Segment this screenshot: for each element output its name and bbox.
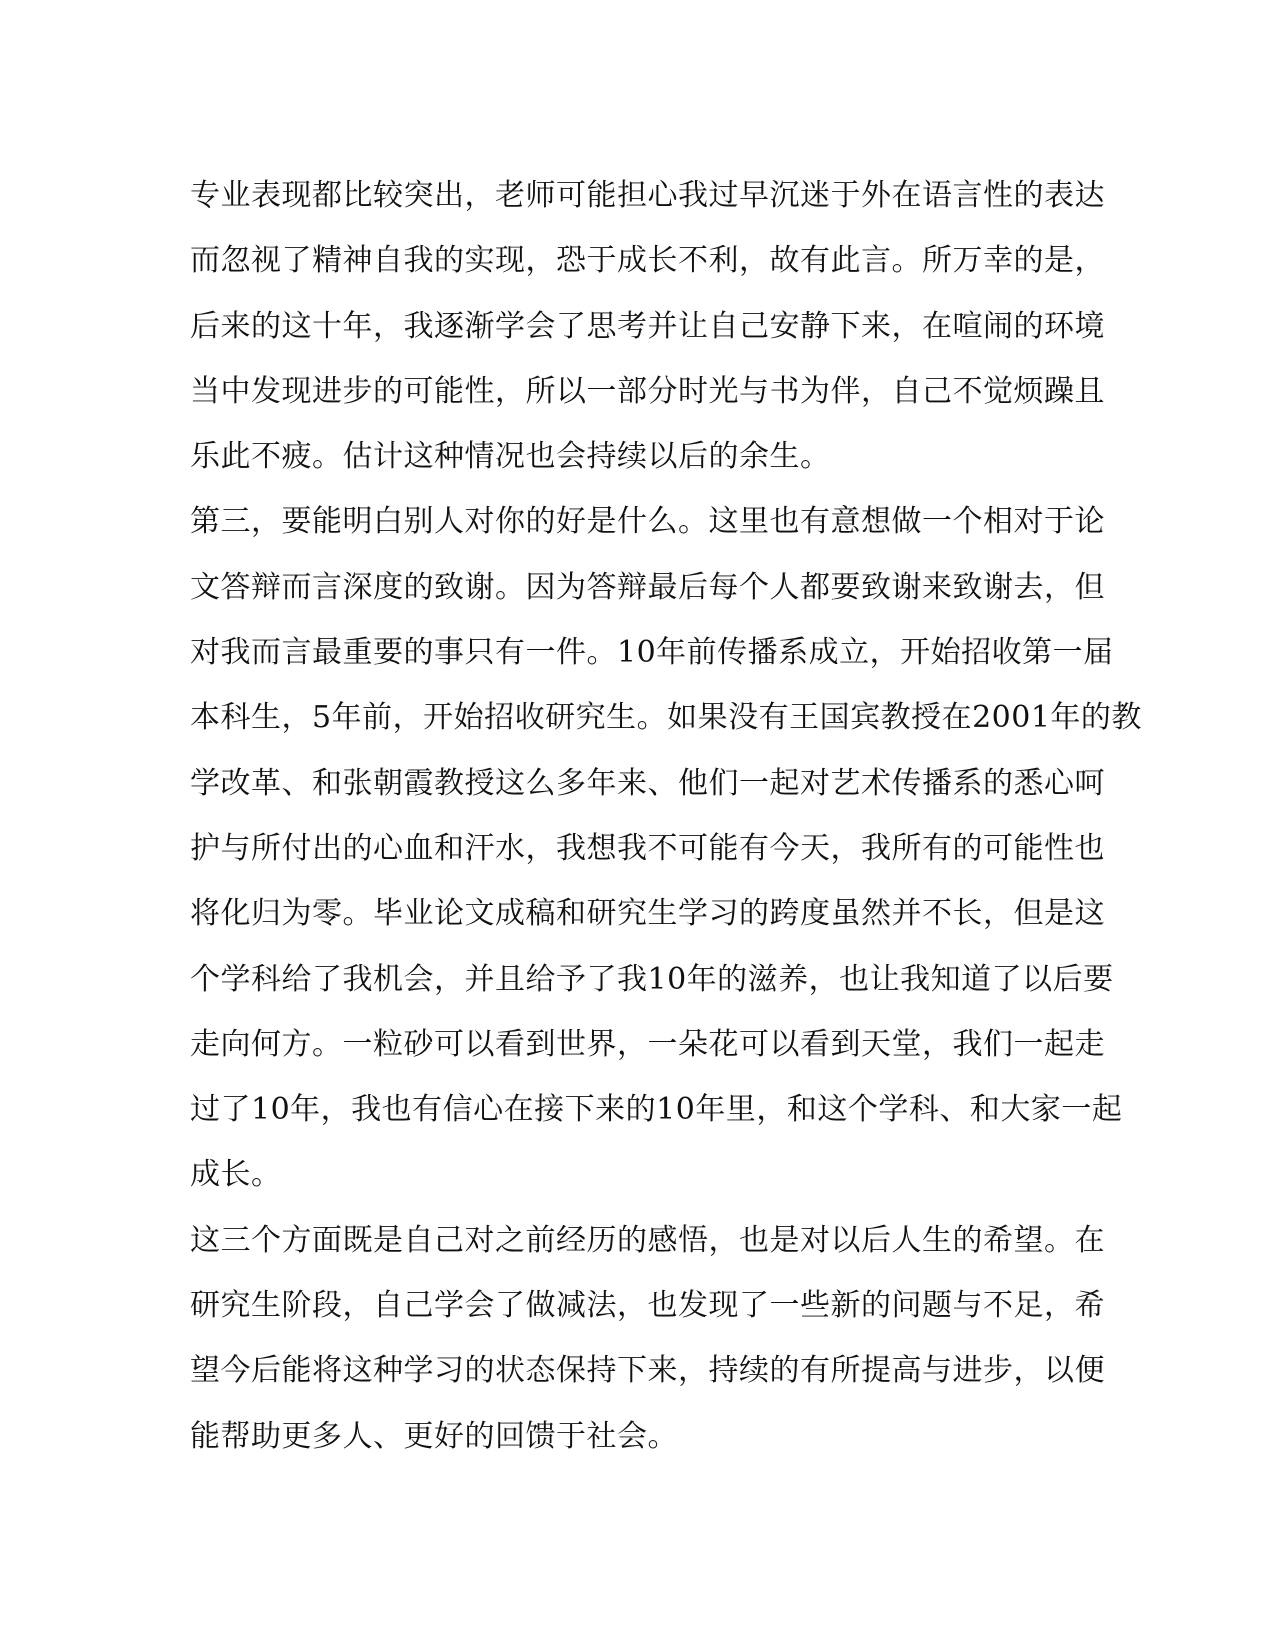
- text-line: 个学科给了我机会，并且给予了我10年的滋养，也让我知道了以后要: [190, 961, 1114, 997]
- text-line: 成长。: [190, 1157, 282, 1193]
- body-text: [190, 163, 1142, 1469]
- text-line: 专业表现都比较突出，老师可能担心我过早沉迷于外在语言性的表达: [190, 178, 1105, 213]
- text-line: 走向何方。一粒砂可以看到世界，一朵花可以看到天堂，我们一起走: [190, 1026, 1105, 1062]
- text-line: 后来的这十年，我逐渐学会了思考并让自己安静下来，在喧闹的环境: [190, 308, 1105, 344]
- text-line: 乐此不疲。估计这种情况也会持续以后的余生。: [190, 439, 831, 475]
- text-line: 学改革、和张朝霞教授这么多年来、他们一起对艺术传播系的悉心呵: [190, 765, 1105, 801]
- text-line: 对我而言最重要的事只有一件。10年前传播系成立，开始招收第一届: [190, 635, 1114, 671]
- text-line: 文答辩而言深度的致谢。因为答辩最后每个人都要致谢来致谢去，但: [190, 569, 1105, 605]
- text-line: 过了10年，我也有信心在接下来的10年里，和这个学科、和大家一起: [190, 1092, 1123, 1128]
- text-line: 望今后能将这种学习的状态保持下来，持续的有所提高与进步，以便: [190, 1353, 1105, 1389]
- text-line: 护与所付出的心血和汗水，我想我不可能有今天，我所有的可能性也: [190, 830, 1105, 866]
- text-line: 研究生阶段，自己学会了做减法，也发现了一些新的问题与不足，希: [190, 1288, 1105, 1324]
- text-line: 当中发现进步的可能性，所以一部分时光与书为伴，自己不觉烦躁且: [190, 373, 1105, 409]
- text-line: 这三个方面既是自己对之前经历的感悟，也是对以后人生的希望。在: [190, 1222, 1105, 1258]
- text-line: 本科生，5年前，开始招收研究生。如果没有王国宾教授在2001年的教: [190, 700, 1142, 736]
- text-line: 第三，要能明白别人对你的好是什么。这里也有意想做一个相对于论: [190, 504, 1105, 540]
- text-line: 而忽视了精神自我的实现，恐于成长不利，故有此言。所万幸的是，: [190, 243, 1105, 279]
- text-line: 能帮助更多人、更好的回馈于社会。: [190, 1418, 678, 1454]
- text-line: 将化归为零。毕业论文成稿和研究生学习的跨度虽然并不长，但是这: [190, 896, 1105, 932]
